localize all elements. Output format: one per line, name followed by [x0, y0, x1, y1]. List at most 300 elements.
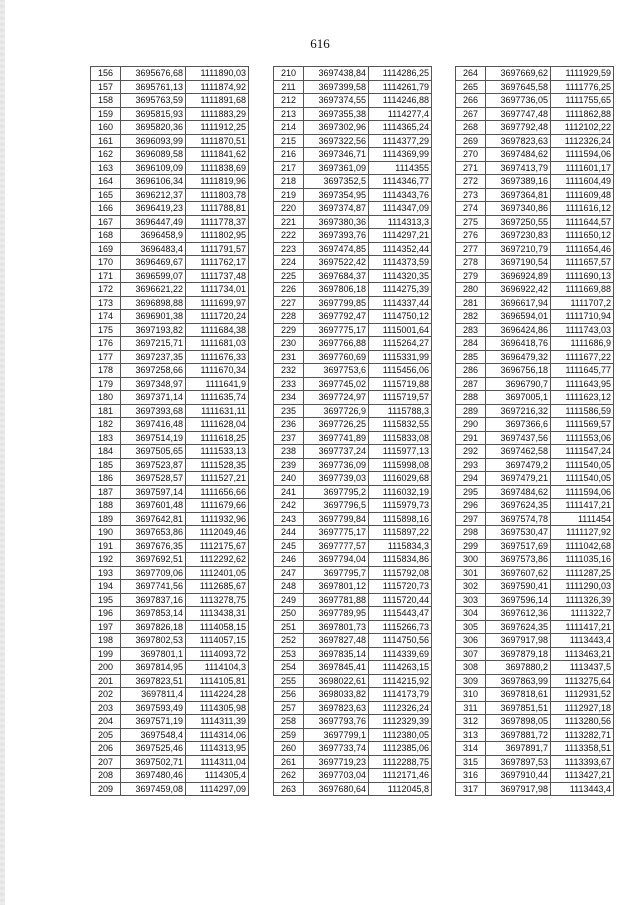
x-coordinate-cell: 3697216,32: [486, 404, 551, 418]
table-row: [91, 256, 249, 270]
x-coordinate-cell: 3697917,98: [486, 634, 551, 648]
x-coordinate-cell: 3697393,76: [304, 229, 369, 243]
x-coordinate-cell: 3697530,47: [486, 526, 551, 540]
point-number-cell: 270: [456, 148, 486, 162]
point-number-cell: 165: [91, 188, 121, 202]
y-coordinate-cell: 1115897,22: [369, 526, 432, 540]
x-coordinate-cell: 3697322,56: [304, 134, 369, 148]
y-coordinate-cell: 1114093,72: [186, 647, 249, 661]
point-number-cell: 158: [91, 94, 121, 108]
y-coordinate-cell: 1111932,96: [186, 512, 249, 526]
y-coordinate-cell: 1115998,08: [369, 458, 432, 472]
y-coordinate-cell: 1112171,46: [369, 769, 432, 783]
point-number-cell: 156: [91, 67, 121, 81]
point-number-cell: 195: [91, 593, 121, 607]
x-coordinate-cell: 3697775,17: [304, 323, 369, 337]
table-row: [456, 742, 614, 756]
table-row: [456, 499, 614, 513]
point-number-cell: 168: [91, 229, 121, 243]
x-coordinate-cell: 3697571,19: [121, 715, 186, 729]
point-number-cell: 306: [456, 634, 486, 648]
x-coordinate-cell: 3697796,5: [304, 499, 369, 513]
y-coordinate-cell: 1111669,88: [551, 283, 614, 297]
x-coordinate-cell: 3697399,58: [304, 80, 369, 94]
x-coordinate-cell: 3697607,62: [486, 566, 551, 580]
point-number-cell: 188: [91, 499, 121, 513]
point-number-cell: 189: [91, 512, 121, 526]
table-row: [274, 458, 432, 472]
y-coordinate-cell: 1115788,3: [369, 404, 432, 418]
table-row: [91, 107, 249, 121]
point-number-cell: 245: [274, 539, 304, 553]
table-row: [274, 202, 432, 216]
x-coordinate-cell: 3697459,08: [121, 782, 186, 796]
point-number-cell: 256: [274, 688, 304, 702]
y-coordinate-cell: 1116032,19: [369, 485, 432, 499]
point-number-cell: 294: [456, 472, 486, 486]
x-coordinate-cell: 3696922,42: [486, 283, 551, 297]
point-number-cell: 201: [91, 674, 121, 688]
point-number-cell: 271: [456, 161, 486, 175]
x-coordinate-cell: 3696483,4: [121, 242, 186, 256]
y-coordinate-cell: 1113275,64: [551, 674, 614, 688]
table-row: [91, 728, 249, 742]
point-number-cell: 204: [91, 715, 121, 729]
point-number-cell: 266: [456, 94, 486, 108]
point-number-cell: 308: [456, 661, 486, 675]
y-coordinate-cell: 1111838,69: [186, 161, 249, 175]
x-coordinate-cell: 3696093,99: [121, 134, 186, 148]
point-number-cell: 210: [274, 67, 304, 81]
y-coordinate-cell: 1111540,05: [551, 458, 614, 472]
x-coordinate-cell: 3697005,1: [486, 391, 551, 405]
point-number-cell: 293: [456, 458, 486, 472]
point-number-cell: 199: [91, 647, 121, 661]
point-number-cell: 237: [274, 431, 304, 445]
point-number-cell: 183: [91, 431, 121, 445]
x-coordinate-cell: 3696424,86: [486, 323, 551, 337]
y-coordinate-cell: 1114311,39: [186, 715, 249, 729]
table-row: [274, 418, 432, 432]
y-coordinate-cell: 1111657,57: [551, 256, 614, 270]
x-coordinate-cell: 3697484,62: [486, 148, 551, 162]
x-coordinate-cell: 3696901,38: [121, 310, 186, 324]
point-number-cell: 264: [456, 67, 486, 81]
y-coordinate-cell: 1111755,65: [551, 94, 614, 108]
table-row: [456, 404, 614, 418]
table-row: [274, 445, 432, 459]
table-row: [91, 431, 249, 445]
x-coordinate-cell: 3697517,69: [486, 539, 551, 553]
table-row: [91, 566, 249, 580]
table-row: [91, 283, 249, 297]
y-coordinate-cell: 1111791,57: [186, 242, 249, 256]
point-number-cell: 191: [91, 539, 121, 553]
y-coordinate-cell: 1111890,03: [186, 67, 249, 81]
x-coordinate-cell: 3697789,95: [304, 607, 369, 621]
y-coordinate-cell: 1112927,18: [551, 701, 614, 715]
table-row: [91, 580, 249, 594]
point-number-cell: 209: [91, 782, 121, 796]
point-number-cell: 300: [456, 553, 486, 567]
x-coordinate-cell: 3696924,89: [486, 269, 551, 283]
x-coordinate-cell: 3697355,38: [304, 107, 369, 121]
x-coordinate-cell: 3697736,09: [304, 458, 369, 472]
table-row: [456, 620, 614, 634]
y-coordinate-cell: 1114261,79: [369, 80, 432, 94]
point-number-cell: 257: [274, 701, 304, 715]
y-coordinate-cell: 1115001,64: [369, 323, 432, 337]
x-coordinate-cell: 3697766,88: [304, 337, 369, 351]
point-number-cell: 295: [456, 485, 486, 499]
x-coordinate-cell: 3697823,63: [304, 701, 369, 715]
point-number-cell: 227: [274, 296, 304, 310]
x-coordinate-cell: 3697795,2: [304, 485, 369, 499]
point-number-cell: 246: [274, 553, 304, 567]
point-number-cell: 310: [456, 688, 486, 702]
y-coordinate-cell: 1114347,09: [369, 202, 432, 216]
x-coordinate-cell: 3697479,21: [486, 472, 551, 486]
point-number-cell: 197: [91, 620, 121, 634]
y-coordinate-cell: 1112931,52: [551, 688, 614, 702]
y-coordinate-cell: 1111569,57: [551, 418, 614, 432]
point-number-cell: 164: [91, 175, 121, 189]
y-coordinate-cell: 1111734,01: [186, 283, 249, 297]
y-coordinate-cell: 1111628,04: [186, 418, 249, 432]
point-number-cell: 297: [456, 512, 486, 526]
x-coordinate-cell: 3697799,85: [304, 296, 369, 310]
table-row: [274, 526, 432, 540]
table-row: [456, 769, 614, 783]
y-coordinate-cell: 1113393,67: [551, 755, 614, 769]
point-number-cell: 178: [91, 364, 121, 378]
table-row: [274, 742, 432, 756]
point-number-cell: 299: [456, 539, 486, 553]
y-coordinate-cell: 1115832,55: [369, 418, 432, 432]
y-coordinate-cell: 1115456,06: [369, 364, 432, 378]
table-row: [91, 526, 249, 540]
table-row: [91, 242, 249, 256]
table-row: [91, 364, 249, 378]
x-coordinate-cell: 3697837,16: [121, 593, 186, 607]
y-coordinate-cell: 1111645,77: [551, 364, 614, 378]
x-coordinate-cell: 3697514,19: [121, 431, 186, 445]
point-number-cell: 174: [91, 310, 121, 324]
x-coordinate-cell: 3697910,44: [486, 769, 551, 783]
table-row: [91, 350, 249, 364]
point-number-cell: 229: [274, 323, 304, 337]
y-coordinate-cell: 1114346,77: [369, 175, 432, 189]
table-row: [91, 553, 249, 567]
point-number-cell: 282: [456, 310, 486, 324]
table-row: [274, 674, 432, 688]
table-row: [274, 269, 432, 283]
point-number-cell: 309: [456, 674, 486, 688]
table-row: [274, 256, 432, 270]
table-row: [274, 485, 432, 499]
table-row: [274, 323, 432, 337]
page-number: 616: [310, 36, 330, 51]
point-number-cell: 236: [274, 418, 304, 432]
point-number-cell: 177: [91, 350, 121, 364]
y-coordinate-cell: 1115719,88: [369, 377, 432, 391]
table-row: [456, 566, 614, 580]
table-row: [91, 512, 249, 526]
table-row: [456, 445, 614, 459]
y-coordinate-cell: 1111929,59: [551, 67, 614, 81]
y-coordinate-cell: 1111776,25: [551, 80, 614, 94]
y-coordinate-cell: 1114352,44: [369, 242, 432, 256]
y-coordinate-cell: 1111891,68: [186, 94, 249, 108]
point-number-cell: 218: [274, 175, 304, 189]
table-row: [91, 391, 249, 405]
point-number-cell: 198: [91, 634, 121, 648]
table-row: [274, 337, 432, 351]
point-number-cell: 277: [456, 242, 486, 256]
x-coordinate-cell: 3697692,51: [121, 553, 186, 567]
point-number-cell: 252: [274, 634, 304, 648]
point-number-cell: 172: [91, 283, 121, 297]
x-coordinate-cell: 3697480,46: [121, 769, 186, 783]
y-coordinate-cell: 1112401,05: [186, 566, 249, 580]
point-number-cell: 194: [91, 580, 121, 594]
point-number-cell: 260: [274, 742, 304, 756]
table-row: [456, 310, 614, 324]
x-coordinate-cell: 3697258,66: [121, 364, 186, 378]
y-coordinate-cell: 1112102,22: [551, 121, 614, 135]
x-coordinate-cell: 3698033,82: [304, 688, 369, 702]
table-row: [91, 499, 249, 513]
table-row: [274, 175, 432, 189]
table-row: [91, 161, 249, 175]
table-row: [456, 121, 614, 135]
table-row: [456, 296, 614, 310]
table-row: [456, 377, 614, 391]
table-row: [274, 647, 432, 661]
y-coordinate-cell: 1111618,25: [186, 431, 249, 445]
y-coordinate-cell: 1111679,66: [186, 499, 249, 513]
y-coordinate-cell: 1111862,88: [551, 107, 614, 121]
x-coordinate-cell: 3697737,24: [304, 445, 369, 459]
x-coordinate-cell: 3697917,98: [486, 782, 551, 796]
x-coordinate-cell: 3697676,35: [121, 539, 186, 553]
table-row: [274, 580, 432, 594]
point-number-cell: 253: [274, 647, 304, 661]
point-number-cell: 255: [274, 674, 304, 688]
table-row: [274, 701, 432, 715]
table-row: [91, 296, 249, 310]
x-coordinate-cell: 3697794,04: [304, 553, 369, 567]
y-coordinate-cell: 1111553,06: [551, 431, 614, 445]
x-coordinate-cell: 3695676,68: [121, 67, 186, 81]
x-coordinate-cell: 3697818,61: [486, 688, 551, 702]
y-coordinate-cell: 1112175,67: [186, 539, 249, 553]
table-row: [456, 107, 614, 121]
y-coordinate-cell: 1114365,24: [369, 121, 432, 135]
x-coordinate-cell: 3697645,58: [486, 80, 551, 94]
x-coordinate-cell: 3697624,35: [486, 499, 551, 513]
point-number-cell: 219: [274, 188, 304, 202]
point-number-cell: 196: [91, 607, 121, 621]
point-number-cell: 163: [91, 161, 121, 175]
table-row: [456, 148, 614, 162]
y-coordinate-cell: 1114355: [369, 161, 432, 175]
point-number-cell: 276: [456, 229, 486, 243]
point-number-cell: 192: [91, 553, 121, 567]
table-row: [91, 175, 249, 189]
table-row: [274, 134, 432, 148]
y-coordinate-cell: 1111533,13: [186, 445, 249, 459]
point-number-cell: 305: [456, 620, 486, 634]
table-row: [91, 701, 249, 715]
point-number-cell: 275: [456, 215, 486, 229]
table-row: [456, 364, 614, 378]
table-row: [456, 526, 614, 540]
y-coordinate-cell: 1111883,29: [186, 107, 249, 121]
x-coordinate-cell: 3697741,89: [304, 431, 369, 445]
point-number-cell: 203: [91, 701, 121, 715]
x-coordinate-cell: 3697593,49: [121, 701, 186, 715]
table-row: [274, 593, 432, 607]
y-coordinate-cell: 1114305,98: [186, 701, 249, 715]
table-row: [456, 728, 614, 742]
y-coordinate-cell: 1111737,48: [186, 269, 249, 283]
point-number-cell: 160: [91, 121, 121, 135]
y-coordinate-cell: 1115720,73: [369, 580, 432, 594]
table-row: [91, 215, 249, 229]
x-coordinate-cell: 3697462,58: [486, 445, 551, 459]
y-coordinate-cell: 1111631,11: [186, 404, 249, 418]
y-coordinate-cell: 1115443,47: [369, 607, 432, 621]
y-coordinate-cell: 1114263,15: [369, 661, 432, 675]
y-coordinate-cell: 1114320,35: [369, 269, 432, 283]
table-row: [91, 337, 249, 351]
x-coordinate-cell: 3697597,14: [121, 485, 186, 499]
y-coordinate-cell: 1111586,59: [551, 404, 614, 418]
x-coordinate-cell: 3697190,54: [486, 256, 551, 270]
point-number-cell: 184: [91, 445, 121, 459]
y-coordinate-cell: 1112049,46: [186, 526, 249, 540]
point-number-cell: 226: [274, 283, 304, 297]
table-row: [456, 647, 614, 661]
table-row: [456, 229, 614, 243]
y-coordinate-cell: 1113280,56: [551, 715, 614, 729]
table-row: [274, 661, 432, 675]
point-number-cell: 304: [456, 607, 486, 621]
x-coordinate-cell: 3697792,47: [304, 310, 369, 324]
table-row: [91, 445, 249, 459]
y-coordinate-cell: 1112385,06: [369, 742, 432, 756]
table-row: [274, 431, 432, 445]
x-coordinate-cell: 3697799,1: [304, 728, 369, 742]
table-row: [274, 404, 432, 418]
table-row: [456, 175, 614, 189]
table-row: [456, 67, 614, 81]
point-number-cell: 242: [274, 499, 304, 513]
table-row: [274, 161, 432, 175]
point-number-cell: 313: [456, 728, 486, 742]
x-coordinate-cell: 3697525,46: [121, 742, 186, 756]
y-coordinate-cell: 1111778,37: [186, 215, 249, 229]
point-number-cell: 193: [91, 566, 121, 580]
table-row: [456, 188, 614, 202]
table-row: [91, 715, 249, 729]
x-coordinate-cell: 3696479,32: [486, 350, 551, 364]
point-number-cell: 182: [91, 418, 121, 432]
y-coordinate-cell: 1111604,49: [551, 175, 614, 189]
table-row: [91, 593, 249, 607]
x-coordinate-cell: 3697364,81: [486, 188, 551, 202]
table-row: [274, 188, 432, 202]
x-coordinate-cell: 3697724,97: [304, 391, 369, 405]
x-coordinate-cell: 3697879,18: [486, 647, 551, 661]
point-number-cell: 187: [91, 485, 121, 499]
point-number-cell: 247: [274, 566, 304, 580]
table-row: [274, 499, 432, 513]
table-row: [456, 269, 614, 283]
point-number-cell: 212: [274, 94, 304, 108]
y-coordinate-cell: 1113443,4: [551, 634, 614, 648]
y-coordinate-cell: 1111699,97: [186, 296, 249, 310]
point-number-cell: 287: [456, 377, 486, 391]
y-coordinate-cell: 1113438,31: [186, 607, 249, 621]
point-number-cell: 235: [274, 404, 304, 418]
y-coordinate-cell: 1114297,21: [369, 229, 432, 243]
x-coordinate-cell: 3697215,71: [121, 337, 186, 351]
x-coordinate-cell: 3697505,65: [121, 445, 186, 459]
point-number-cell: 283: [456, 323, 486, 337]
x-coordinate-cell: 3697548,4: [121, 728, 186, 742]
y-coordinate-cell: 1111743,03: [551, 323, 614, 337]
point-number-cell: 157: [91, 80, 121, 94]
x-coordinate-cell: 3697389,16: [486, 175, 551, 189]
point-number-cell: 211: [274, 80, 304, 94]
table-row: [274, 80, 432, 94]
y-coordinate-cell: 1111454: [551, 512, 614, 526]
x-coordinate-cell: 3696621,22: [121, 283, 186, 297]
point-number-cell: 161: [91, 134, 121, 148]
point-number-cell: 244: [274, 526, 304, 540]
y-coordinate-cell: 1113437,5: [551, 661, 614, 675]
y-coordinate-cell: 1111417,21: [551, 499, 614, 513]
point-number-cell: 232: [274, 364, 304, 378]
table-row: [456, 472, 614, 486]
x-coordinate-cell: 3697851,51: [486, 701, 551, 715]
table-row: [456, 431, 614, 445]
point-number-cell: 215: [274, 134, 304, 148]
y-coordinate-cell: 1111803,78: [186, 188, 249, 202]
y-coordinate-cell: 1113358,51: [551, 742, 614, 756]
x-coordinate-cell: 3697726,25: [304, 418, 369, 432]
x-coordinate-cell: 3696898,88: [121, 296, 186, 310]
point-number-cell: 316: [456, 769, 486, 783]
table-row: [91, 674, 249, 688]
table-row: [456, 256, 614, 270]
y-coordinate-cell: 1111654,46: [551, 242, 614, 256]
table-row: [274, 512, 432, 526]
x-coordinate-cell: 3697528,57: [121, 472, 186, 486]
table-row: [91, 458, 249, 472]
point-number-cell: 259: [274, 728, 304, 742]
y-coordinate-cell: 1115331,99: [369, 350, 432, 364]
table-row: [456, 80, 614, 94]
point-number-cell: 186: [91, 472, 121, 486]
table-row: [274, 391, 432, 405]
table-row: [274, 728, 432, 742]
y-coordinate-cell: 1111601,17: [551, 161, 614, 175]
y-coordinate-cell: 1113427,21: [551, 769, 614, 783]
y-coordinate-cell: 1115792,08: [369, 566, 432, 580]
